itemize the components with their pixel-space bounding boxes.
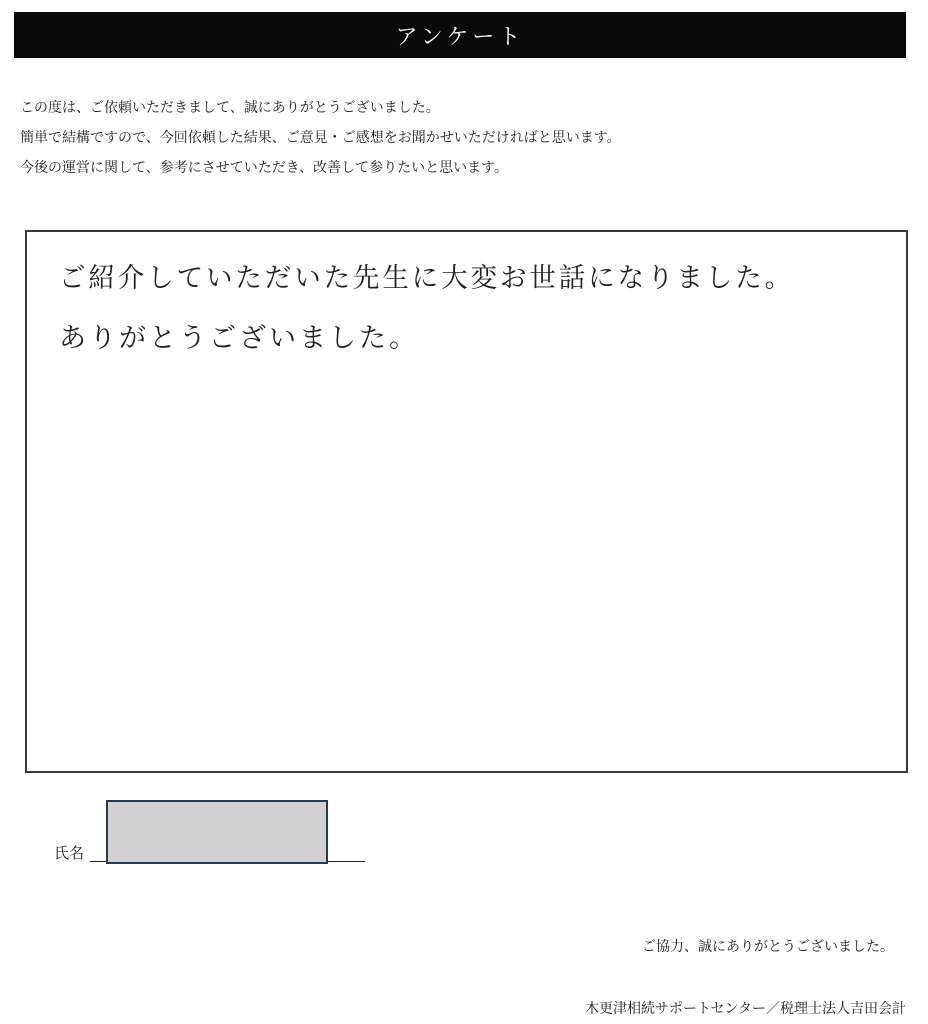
answer-box[interactable]	[25, 230, 908, 773]
name-field	[54, 800, 374, 866]
name-label: 氏名	[54, 844, 85, 862]
title-bar	[14, 12, 906, 58]
intro-line-1: この度は、ご依頼いただきまして、誠にありがとうございました。	[20, 100, 440, 116]
name-redaction-box	[106, 800, 328, 864]
handwritten-answer-line-2: ありがとうございました。	[59, 323, 419, 354]
organization-name: 木更津相続サポートセンター／税理士法人吉田会計	[584, 1001, 906, 1017]
intro-text	[20, 93, 910, 183]
intro-line-3: 今後の運営に関して、参考にさせていただき、改善して参りたいと思います。	[20, 160, 509, 176]
handwritten-answer-line-1: ご紹介していただいた先生に大変お世話になりました。	[59, 263, 794, 294]
page-title: アンケート	[395, 24, 525, 50]
intro-line-2: 簡単で結構ですので、今回依頼した結果、ご意見・ご感想をお聞かせいただければと思います。	[20, 130, 621, 146]
closing-thanks: ご協力、誠にありがとうございました。	[642, 939, 894, 955]
